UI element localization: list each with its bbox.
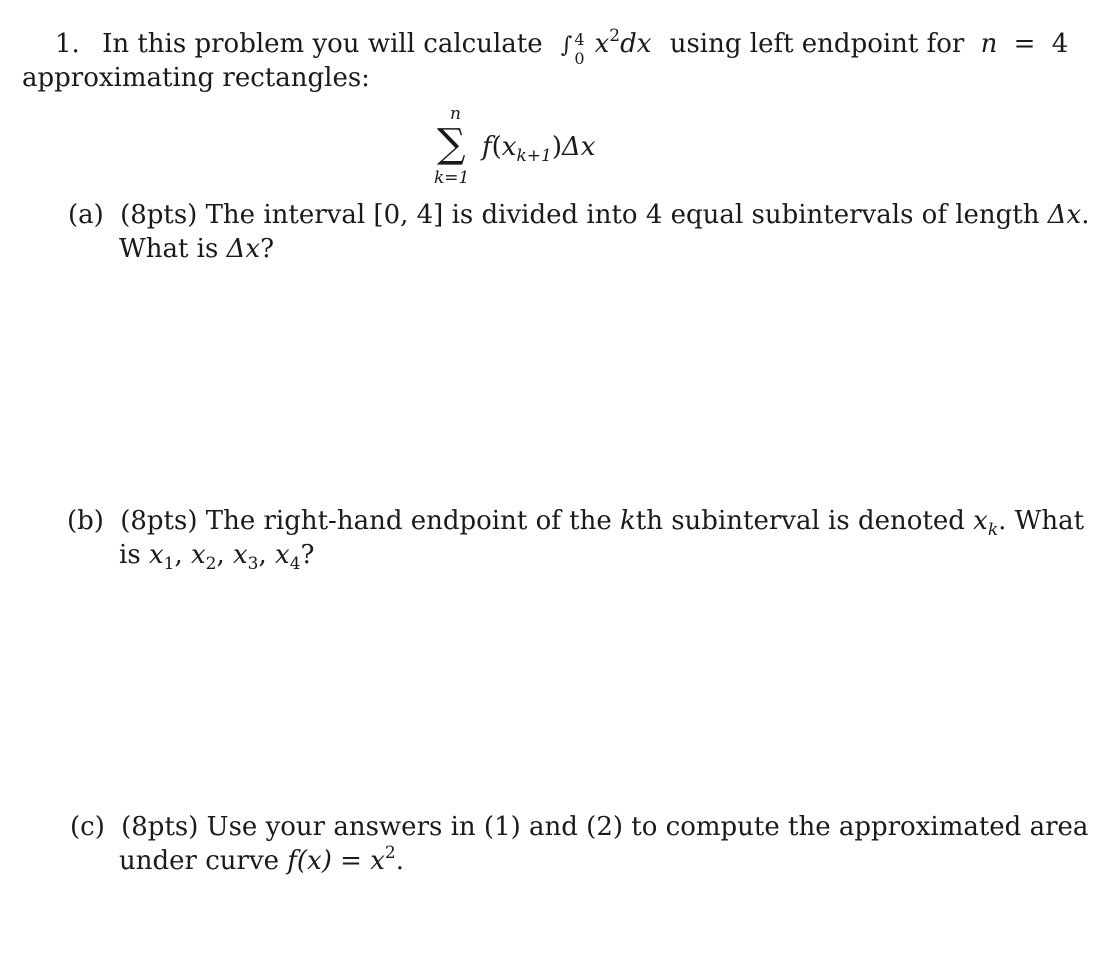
integral-limits [572, 30, 586, 68]
part-b-text-th: th subinterval is denoted [635, 506, 965, 536]
x1-sub: 1 [163, 554, 175, 574]
x1: x [148, 540, 164, 570]
part-b-is: is [119, 540, 141, 570]
part-a-text: The interval [0, 4] is divided into 4 equal subintervals of length [205, 200, 1040, 230]
n-variable: n [980, 29, 998, 59]
part-c-text: Use your answers in (1) and (2) to compute the approximated area [206, 812, 1089, 842]
problem-statement-line-2: approximating rectangles: [22, 63, 370, 93]
integrand-variable: x [594, 29, 610, 59]
part-b-xk-sub: k [987, 520, 999, 540]
sum-open-paren: ( [491, 132, 502, 162]
part-a-question: What is [119, 234, 219, 264]
part-b-line-2 [119, 540, 315, 574]
part-b-text-end: . What [998, 506, 1085, 536]
problem-intro-text-2: using left endpoint for [669, 29, 965, 59]
part-b-question-mark: ? [300, 540, 315, 570]
part-a-line-2 [119, 234, 274, 264]
part-b-k: k [619, 506, 636, 536]
sigma-symbol: ∑ [437, 121, 466, 167]
part-c-label: (c) [70, 812, 105, 842]
sum-x: x [501, 132, 517, 162]
part-a-period: . [1081, 200, 1090, 230]
x4: x [275, 540, 290, 570]
comma-1: , [174, 540, 183, 570]
part-c-period: . [395, 846, 404, 876]
sum-subscript: k+1 [516, 146, 552, 166]
part-c-line-2 [119, 843, 404, 876]
part-a-question-mark: ? [260, 234, 275, 264]
part-c-fx: f(x) [287, 846, 332, 876]
part-a-label: (a) [68, 200, 104, 230]
n-value: 4 [1051, 29, 1069, 59]
part-a-points: (8pts) [120, 200, 198, 230]
part-a-delta-x: Δx [1047, 200, 1082, 230]
integral-lower-limit: 0 [574, 49, 585, 68]
part-c-line-1 [70, 812, 1088, 842]
n-equals: = [1013, 29, 1036, 59]
part-c-power: 2 [384, 843, 396, 863]
x2: x [190, 540, 206, 570]
part-b-label: (b) [67, 506, 104, 536]
part-c-equals: = [331, 846, 371, 876]
problem-intro-text: In this problem you will calculate [102, 29, 543, 59]
x2-sub: 2 [205, 554, 217, 574]
integral-sign: ∫ [560, 33, 573, 58]
part-c-under-curve: under curve [119, 846, 280, 876]
integrand-power: 2 [609, 26, 621, 46]
sum-delta-x: Δx [561, 132, 596, 162]
sum-lower-limit: k=1 [434, 168, 470, 188]
summation-formula [434, 104, 654, 194]
x3: x [233, 540, 248, 570]
comma-3: , [258, 540, 267, 570]
part-a-line-1 [68, 200, 1089, 230]
problem-number: 1. [55, 29, 80, 59]
integral-upper-limit: 4 [574, 30, 585, 49]
part-c-points: (8pts) [121, 812, 199, 842]
sum-expression [482, 132, 596, 166]
x3-sub: 3 [247, 554, 259, 574]
problem-statement-line-1 [55, 26, 1069, 68]
x4-sub: 4 [289, 554, 301, 574]
part-a-question-delta-x: Δx [226, 234, 261, 264]
part-b-xk: x [973, 506, 988, 536]
part-b-text: The right-hand endpoint of the [205, 506, 612, 536]
part-c-x: x [370, 846, 385, 876]
comma-2: , [216, 540, 225, 570]
sum-close-paren: ) [551, 132, 562, 162]
part-b-line-1 [67, 506, 1085, 540]
part-b-points: (8pts) [120, 506, 198, 536]
sum-upper-limit: n [450, 104, 461, 124]
sum-f: f [482, 132, 492, 162]
integrand-dx: dx [620, 29, 652, 59]
